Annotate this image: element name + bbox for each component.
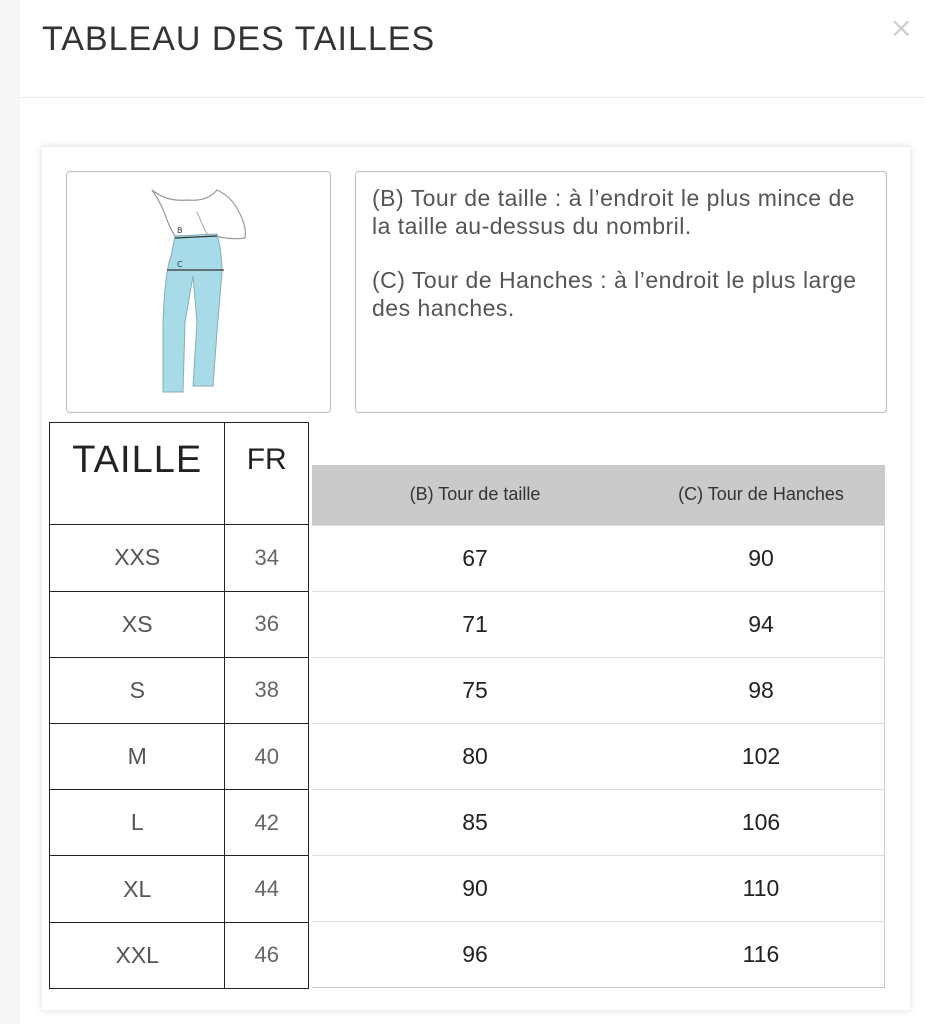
fr-cell: 44 <box>225 856 309 922</box>
header-fr: FR <box>225 423 309 525</box>
table-row <box>312 591 885 657</box>
waist-cell: 71 <box>312 591 638 657</box>
hips-cell: 102 <box>638 723 885 789</box>
modal-title: TABLEAU DES TAILLES <box>42 20 436 58</box>
size-fr-table <box>49 422 309 989</box>
fr-cell: 40 <box>225 724 309 790</box>
waist-cell: 80 <box>312 723 638 789</box>
measurement-figure <box>66 171 331 413</box>
fr-cell: 46 <box>225 922 309 988</box>
hips-cell: 110 <box>638 855 885 921</box>
fr-cell: 36 <box>225 591 309 657</box>
table-row <box>50 724 309 790</box>
pants-shape <box>163 234 222 392</box>
fr-cell: 42 <box>225 790 309 856</box>
label-c: C <box>177 260 183 269</box>
size-cell: XXS <box>50 525 225 591</box>
size-header-row <box>50 423 309 525</box>
table-row <box>50 657 309 723</box>
label-b: B <box>177 226 183 235</box>
hips-cell: 98 <box>638 657 885 723</box>
waist-cell: 75 <box>312 657 638 723</box>
table-row <box>50 856 309 922</box>
header-taille: TAILLE <box>50 423 225 525</box>
waist-cell: 85 <box>312 789 638 855</box>
size-chart-card <box>42 147 910 1010</box>
size-cell: M <box>50 724 225 790</box>
table-row <box>312 525 885 591</box>
size-chart-modal <box>20 0 925 1024</box>
size-cell: L <box>50 790 225 856</box>
hips-cell: 94 <box>638 591 885 657</box>
waist-cell: 90 <box>312 855 638 921</box>
header-waist: (B) Tour de taille <box>312 465 638 525</box>
waist-cell: 96 <box>312 921 638 987</box>
table-row <box>50 922 309 988</box>
measurements-table <box>312 465 885 988</box>
size-cell: XL <box>50 856 225 922</box>
table-row <box>50 591 309 657</box>
body-measurement-illustration <box>67 172 330 412</box>
hips-description: (C) Tour de Hanches : à l’endroit le plus large des hanches. <box>372 267 857 321</box>
size-cell: XS <box>50 591 225 657</box>
table-row <box>312 723 885 789</box>
table-row <box>312 921 885 987</box>
table-row <box>50 790 309 856</box>
hips-cell: 90 <box>638 525 885 591</box>
fr-cell: 34 <box>225 525 309 591</box>
size-cell: XXL <box>50 922 225 988</box>
fr-cell: 38 <box>225 657 309 723</box>
table-row <box>312 789 885 855</box>
header-hips: (C) Tour de Hanches <box>638 465 885 525</box>
hips-cell: 106 <box>638 789 885 855</box>
waist-cell: 67 <box>312 525 638 591</box>
table-row <box>312 855 885 921</box>
close-button[interactable] <box>889 11 913 44</box>
hips-cell: 116 <box>638 921 885 987</box>
measurements-header-row <box>312 465 885 525</box>
table-row <box>50 525 309 591</box>
close-icon[interactable]: × <box>889 11 913 44</box>
size-cell: S <box>50 657 225 723</box>
waist-description: (B) Tour de taille : à l’endroit le plus mince de la taille au-dessus du nombril. <box>372 185 856 239</box>
header-divider <box>20 97 925 98</box>
measurement-description <box>355 171 887 413</box>
table-row <box>312 657 885 723</box>
